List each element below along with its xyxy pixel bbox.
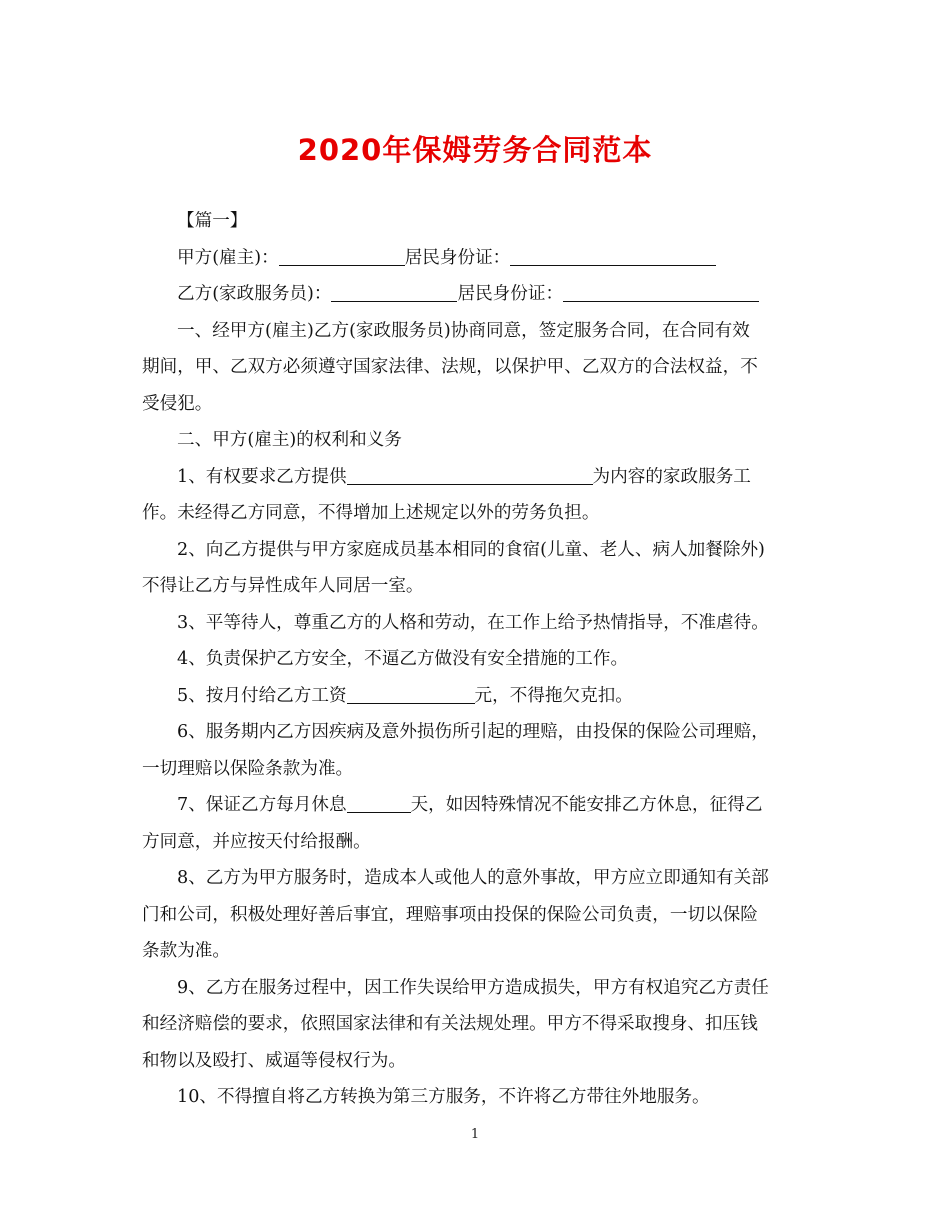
item-7-days-blank <box>347 794 411 813</box>
party-b-row <box>142 276 808 313</box>
paragraph-1-line-3: 受侵犯。 <box>142 393 213 414</box>
party-a-id-blank <box>510 247 716 266</box>
item-5-text-b: 元，不得拖欠克扣。 <box>474 685 633 706</box>
item-5-text-a: 5、按月付给乙方工资 <box>177 685 347 706</box>
item-9-line-2: 和经济赔偿的要求，依照国家法律和有关法规处理。甲方不得采取搜身、扣压钱 <box>142 1014 758 1034</box>
party-b-id-blank <box>563 283 759 302</box>
item-6-line-2: 一切理赔以保险条款为准。 <box>142 758 354 779</box>
item-1-line-1 <box>142 459 808 496</box>
party-b-id-label: 居民身份证： <box>457 284 564 304</box>
item-7 <box>142 787 808 860</box>
party-a-label: 甲方(雇主)： <box>177 247 279 268</box>
item-1 <box>142 459 808 532</box>
party-b-label: 乙方(家政服务员)： <box>177 284 332 304</box>
item-7-text-b: 天，如因特殊情况不能安排乙方休息，征得乙 <box>410 795 763 815</box>
item-4: 4、负责保护乙方安全，不逼乙方做没有安全措施的工作。 <box>177 649 629 669</box>
party-b-name-blank <box>331 283 457 302</box>
item-2-line-2: 不得让乙方与异性成年人同居一室。 <box>142 576 424 596</box>
item-1-text-b: 为内容的家政服务工 <box>592 466 751 487</box>
item-2-line-1: 2、向乙方提供与甲方家庭成员基本相同的食宿(儿童、老人、病人加餐除外) <box>177 539 765 560</box>
item-1-line-2: 作。未经得乙方同意，不得增加上述规定以外的劳务负担。 <box>142 503 600 523</box>
paragraph-1 <box>142 313 808 423</box>
document-body <box>142 203 808 1116</box>
heading-section-2: 二、甲方(雇主)的权利和义务 <box>177 430 402 450</box>
item-8-line-3: 条款为准。 <box>142 941 230 961</box>
item-7-line-1 <box>142 787 808 824</box>
item-7-line-2: 方同意，并应按天付给报酬。 <box>142 831 371 852</box>
item-1-service-blank <box>347 466 593 485</box>
page-number: 1 <box>470 1127 480 1142</box>
paragraph-1-line-2: 期间，甲、乙双方必须遵守国家法律、法规，以保护甲、乙双方的合法权益，不 <box>142 357 758 377</box>
item-6 <box>142 714 808 787</box>
item-7-text-a: 7、保证乙方每月休息 <box>177 795 347 815</box>
item-8-line-1: 8、乙方为甲方服务时，造成本人或他人的意外事故，甲方应立即通知有关部 <box>177 868 769 888</box>
party-a-id-label: 居民身份证： <box>404 247 511 268</box>
section-label-text: 【篇一】 <box>177 211 248 231</box>
item-9 <box>142 970 808 1080</box>
item-3: 3、平等待人，尊重乙方的人格和劳动，在工作上给予热情指导，不准虐待。 <box>177 612 769 633</box>
item-5-salary-blank <box>347 685 475 704</box>
item-2 <box>142 532 808 605</box>
document-title: 2020年保姆劳务合同范本 <box>297 133 653 167</box>
item-9-line-1: 9、乙方在服务过程中，因工作失误给甲方造成损失，甲方有权追究乙方责任 <box>177 977 769 998</box>
party-a-row <box>142 240 808 277</box>
item-9-line-3: 和物以及殴打、威逼等侵权行为。 <box>142 1050 406 1071</box>
item-1-text-a: 1、有权要求乙方提供 <box>177 466 347 487</box>
item-6-line-1: 6、服务期内乙方因疾病及意外损伤所引起的理赔，由投保的保险公司理赔， <box>177 722 769 742</box>
party-a-name-blank <box>279 247 405 266</box>
paragraph-1-line-1: 一、经甲方(雇主)乙方(家政服务员)协商同意，签定服务合同，在合同有效 <box>177 320 750 341</box>
item-8-line-2: 门和公司，积极处理好善后事宜，理赔事项由投保的保险公司负责，一切以保险 <box>142 904 758 925</box>
item-10: 10、不得擅自将乙方转换为第三方服务，不许将乙方带往外地服务。 <box>177 1087 710 1107</box>
section-label <box>142 203 808 240</box>
item-5 <box>142 678 808 715</box>
item-8 <box>142 860 808 970</box>
